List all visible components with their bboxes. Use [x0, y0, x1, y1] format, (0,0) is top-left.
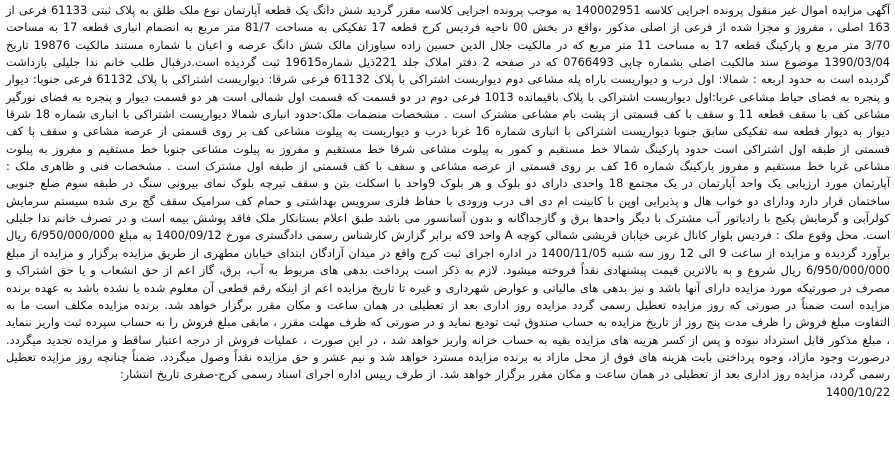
auction-notice: [6, 2, 890, 401]
publication-date: 1400/10/22: [825, 384, 890, 399]
notice-body: آگهی مزایده اموال غیر منقول پرونده اجرایی کلاسه 140002951 به موجب پرونده اجرایی کلاسه مقرر گردید شش دانگ یک قطعه آپارتمان نوع ملک طلق به پلاک ثبتی 61133 فرعی از 163 اصلی ، مفروز و مجزا شده از فرعی از اصلی مذکور ،واقع در بخش 00 ناحیه فردیس کرج قطعه 17 تفکیکی به مساحت 81/7 متر مربع به انضمام انباری قطعه 17 به مساحت 3/70 متر مربع و پارکینگ قطعه 17 به مساحت 11 متر مربع که در مالکیت جلال الدین حسین زاده سیاوزان مالک شش دانگ عرصه و اعیان با شماره مستند مالکیت 19876 تاریخ 1390/03/04 موضوع سند مالکیت اصلی بشماره چاپی 0766493 که در صفحه 2 دفتر املاک جلد 221ذیل شماره19615 ثبت گردیده است.درقبال طلب خانم ندا جلیلی بازداشت گردیده است به حدود اربعه : شمالا: اول درب و دیواریست باراه پله مشاعی دوم دیواریست اشتراکی با پلاک 61132 فرعی شرقا: دیواریست اشتراکی با پلاک 61132 فرعی جنوبا: دیوار و پنجره به فضای حیاط مشاعی غربا:اول دیواریست اشتراکی با پلاک باقیمانده 1013 فرعی دوم در دو قسمت که قسمت اول شمالی است هر دو قسمت دیوار و پنجره به فضای نورگیر مشاعی کف با سقف قطعه 11 و سقف با کف قسمتی از پشت بام مشاعی مشترک است . مشخصات منضمات ملک:حدود انباری شمالا دیواریست اشتراکی با انباری شماره 18 شرقا دیوار به دیوار قطعه سه تفکیکی سابق جنوبا دیواریست اشتراکی با انباری شماره 16 غربا درب و دیواریست به پیلوت مشاعی کف بر روی قسمتی از عرصه مشاعی و سقف با کف قسمتی از طبقه اول اشتراکی است حدود پارکینگ شمالا خط مستقیم و کمور به پیلوت مشاعی شرقا خط مستقیم و مفروز به پیلوت مشاعی جنوبا خط مستقیم و مفروز به پیلوت مشاعی غربا خط مستقیم و مفروز پارکینگ شماره 16 کف بر روی قسمتی از عرصه مشاعی و سقف با کف قسمتی از طبقه اول مشترک است . مشخصات فنی و ظاهری ملک : آپارتمان مورد ارزیابی یک واحد آپارتمان در یک مجتمع 18 واحدی دارای دو بلوک و هر بلوک 9واحد با اسکلت بتن و سقف تیرچه بلوک نمای بیرونی سنگ در طبقه سوم ضلع جنوبی ساختمان قرار دارد ودارای دو خواب هال و پذیرایی اوپن با کابینت ام دی اف درب ورودی با حفاظ فلزی سرویس بهداشتی و حمام کف سرامیک سقف گچ بری شده سیستم سرمایش کولرآبی و گرمایش پکیج با رادیاتور آب مشترک با دیگر واحدها برق و گازجداگانه و بدون آسانسور می باشد طبق اعلام بستانکار ملک فاقد پوشش بیمه است و در تصرف خانم ندا جلیلی است. محل وقوع ملک : فردیس بلوار کانال غربی خیابان قریشی شمالی کوچه A واحد 9که برابر گزارش کارشناس رسمی دادگستری مورخ 1400/09/12 به مبلغ 6/950/000/000 ریال برآورد گردیده و مزایده از ساعت 9 الی 12 روز سه شنبه 1400/11/05 در اداره اجرای ثبت کرج واقع در میدان آزادگان ابتدای خیابان مطهری از طریق مزایده برگزار و مزایده از مبلغ 6/950/000/000 ریال شروع و به بالاترین قیمت پیشنهادی نقداً فروخته میشود. لازم به ذکر است پرداخت بدهی های مربوط به آب، برق، گاز اعم از حق انشعاب و یا حق اشتراک و مصرف در صورتیکه مورد مزایده دارای آنها باشد و نیز بدهی های مالیاتی و عوارض شهرداری و غیره تا تاریخ مزایده اعم از اینکه رقم قطعی آن معلوم شده یا نشده باشد به عهده برنده مزایده است ضمناً در صورتی که روز مزایده تعطیل رسمی گردد مزایده روز اداری بعد از تعطیلی در همان ساعت و مکان مقرر برگزار خواهد شد. برنده مزایده مکلف است ما به التفاوت مبلغ فروش را ظرف مدت پنج روز از تاریخ مزایده به حساب صندوق ثبت تودیع نماید و در صورتی که ظرف مهلت مقرر ، مابقی مبلغ فروش را به حساب سپرده ثبت واریز ننماید ، مبلغ مذکور قابل استرداد نبوده و پس از کسر هزینه های مزایده بقیه به حساب خزانه واریز خواهد شد ، در این صورت ، عملیات فروش از درجه اعتبار ساقط و مزایده تجدید میگردد. درصورت وجود مازاد، وجوه پرداختی بابت هزینه های فوق از محل مازاد به برنده مزایده مسترد خواهد شد و نیم عشر و حق مزایده نقداً وصول میگردد. ضمناً چنانچه روز مزایده تعطیل رسمی گردد، مزایده روز اداری بعد از تعطیلی در همان ساعت و مکان مقرر برگزار خواهد شد. از طرف رییس اداره اجرای اسناد رسمی کرج-صفری تاریخ انتشار:: [6, 3, 891, 382]
